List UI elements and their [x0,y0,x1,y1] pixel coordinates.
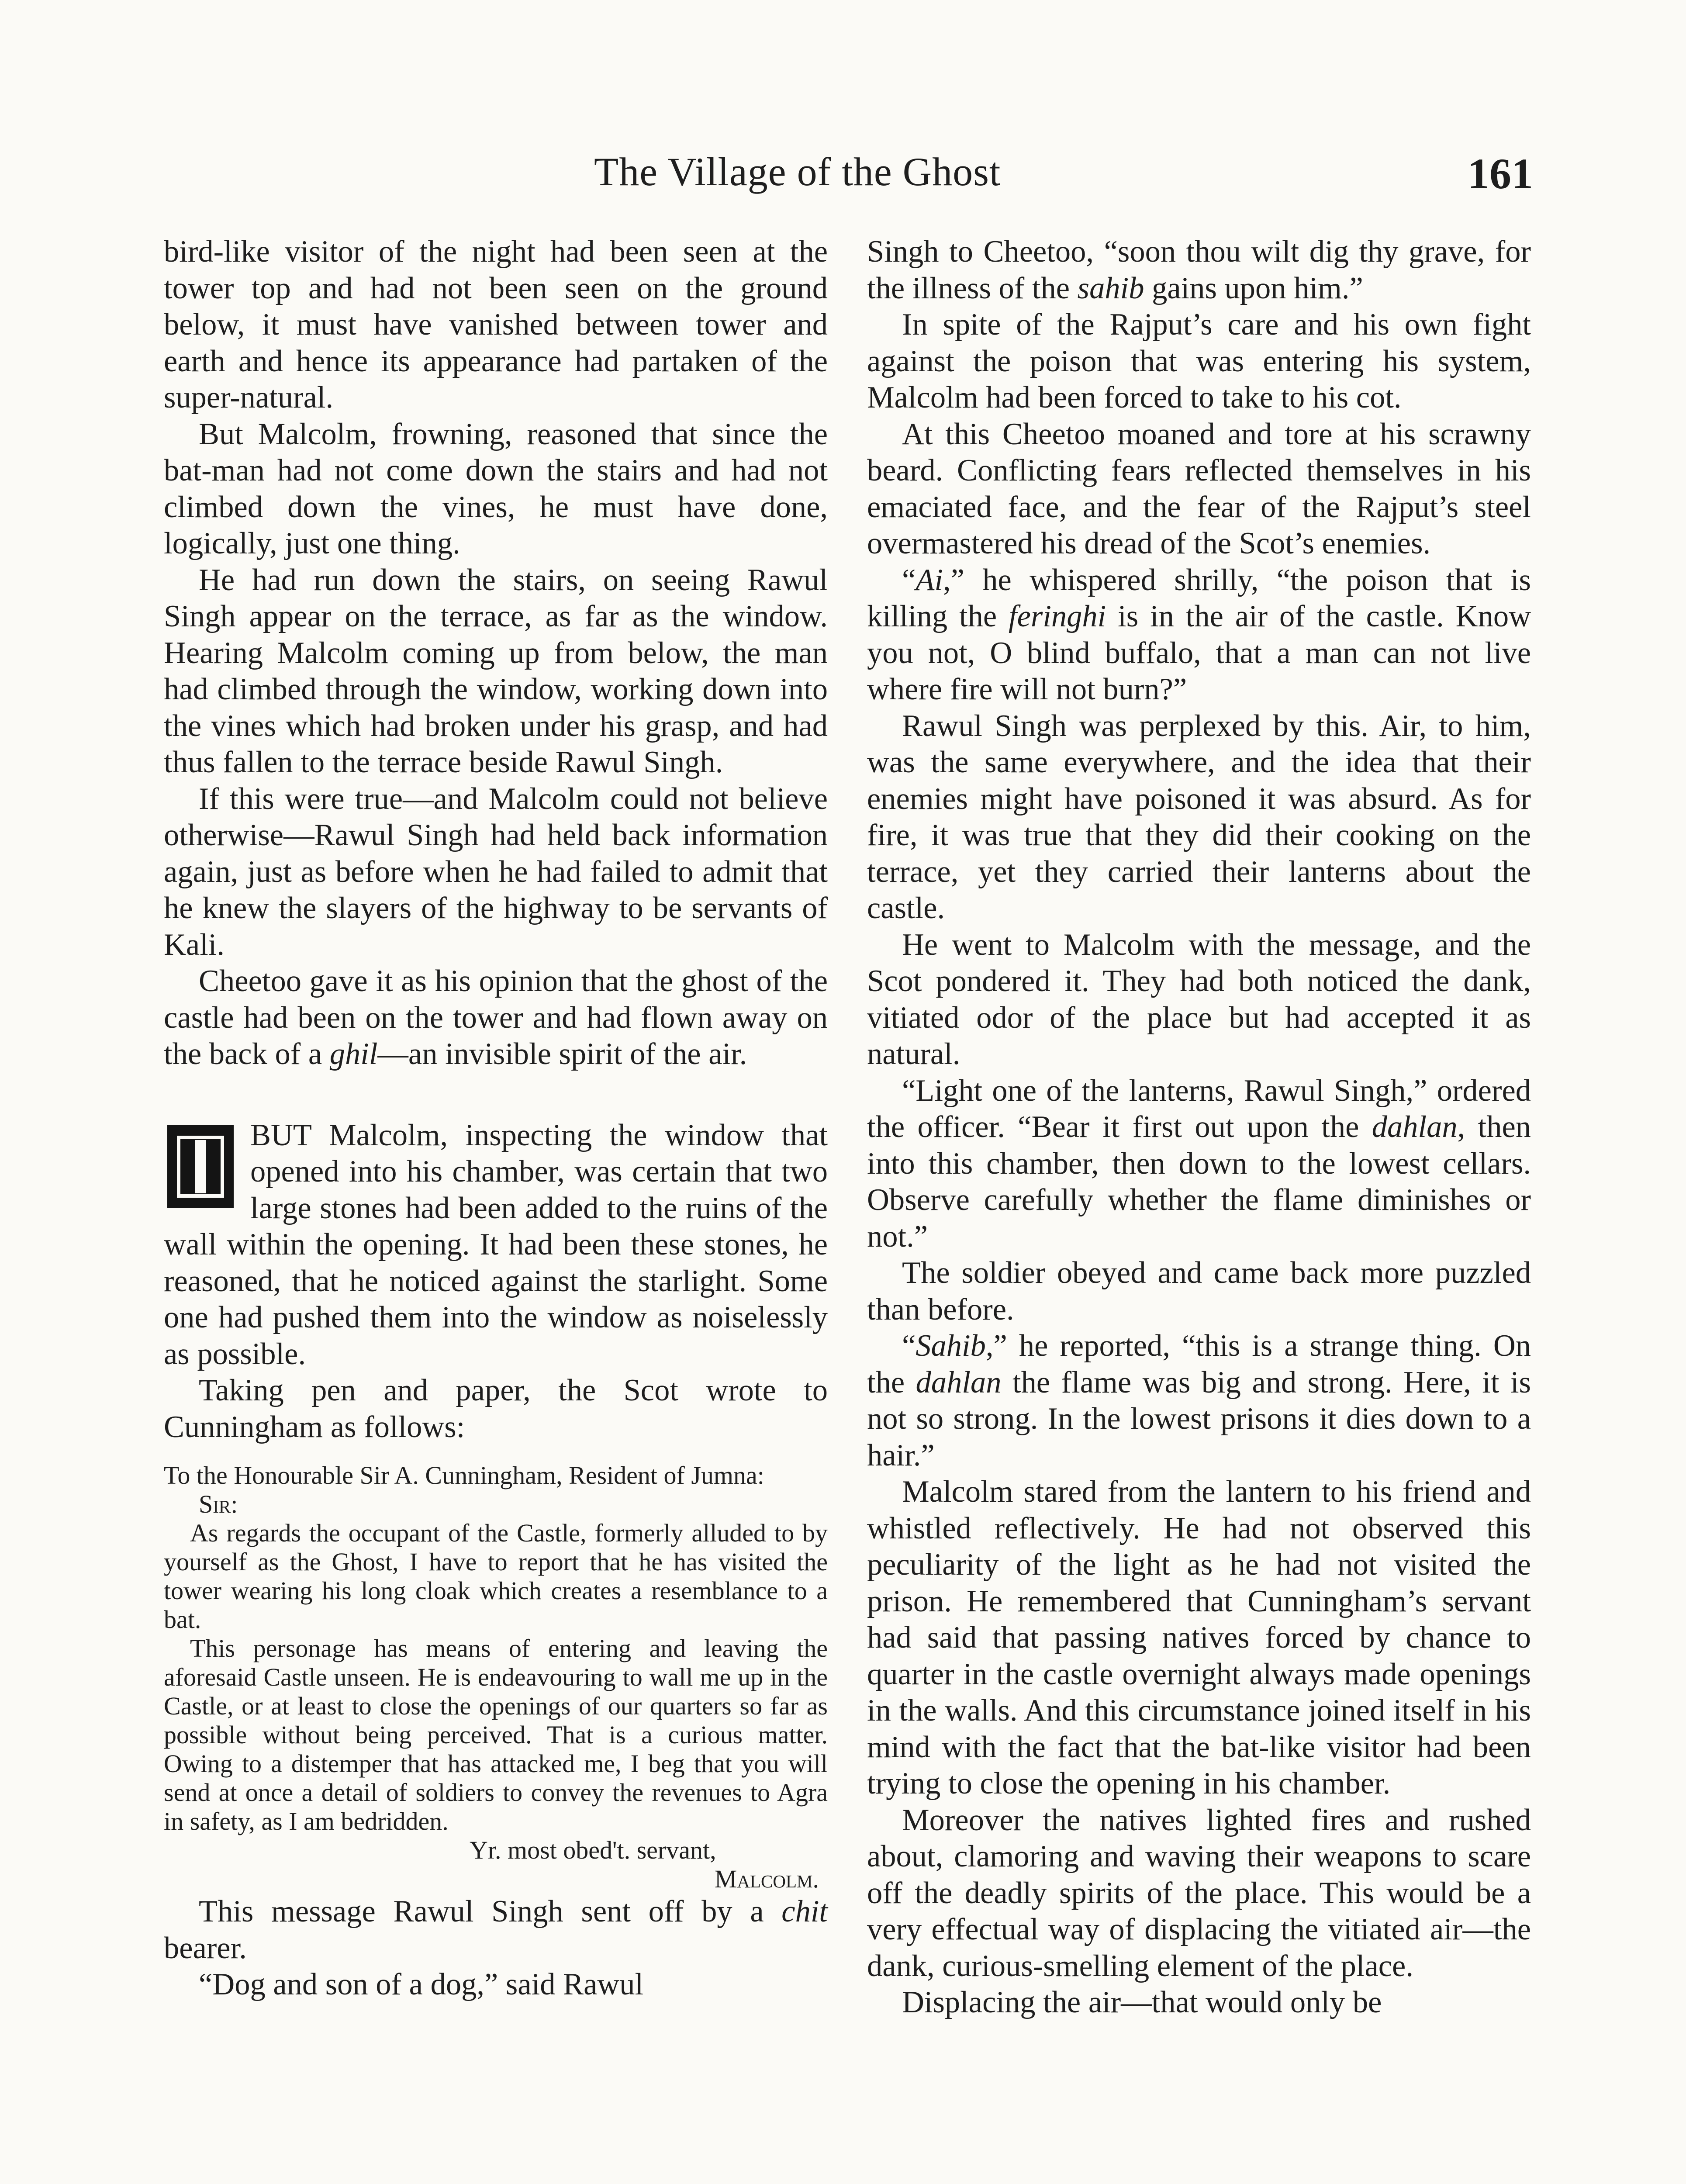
ornamental-initial-icon [167,1125,234,1208]
text-run: Singh to Cheetoo, “soon thou wilt dig thy grave, for the illness of the [867,235,1531,305]
text-run: Cheetoo gave it as his opinion that the ghost of the castle had been on the tower and had flown away on the back of a [164,964,828,1071]
right-column [867,234,1531,2021]
paragraph: bird-like visitor of the night had been seen at the tower top and had not been seen on the ground below, it must have vanished between tower and earth and hence its appearance had partaken of the super-natural. [164,235,828,415]
paragraph [867,1073,1531,1255]
paragraph: At this Cheetoo moaned and tore at his scrawny beard. Conflicting fears reflected themselves in his emaciated face, and the fear of the Rajput’s steel overmastered his dread of the Scot’s enemies. [867,417,1531,560]
text-run: is in the air of the castle. Know you not, O blind buffalo, that a man can not live where fire will not burn?” [867,599,1531,706]
paragraph [867,1328,1531,1474]
paragraph [164,963,828,1073]
text-run: ,” he reported, “this is a strange thing. On the [867,1329,1531,1400]
italic-term: sahib [1077,271,1144,305]
letter [164,1461,828,1894]
text-run: gains upon him.” [1144,271,1363,305]
text-run: BUT Malcolm, inspecting the window that opened into his chamber, was certain that two large stones had been added to the ruins of the wall within the opening. It had been these stones, he reasoned, that he noticed against the starlight. Some one had pushed them into the window as noiselessly as possible. [164,1118,828,1371]
text-run: , then into this chamber, then down to the lowest cellars. Observe carefully whether the flame diminishes or not.” [867,1110,1531,1254]
italic-term: chit [781,1894,828,1928]
italic-term: dahlan [916,1365,1002,1400]
text-run: “ [902,563,916,597]
running-header [166,149,1533,210]
paragraph [164,1894,828,1966]
letter-salutation: Sir: [199,1490,238,1518]
running-title: The Village of the Ghost [594,149,1001,194]
letter-paragraph: This personage has means of entering and leaving the aforesaid Castle unseen. He is endeavouring to wall me up in the Castle, or at least to close the openings of our quarters so far as possible without being perceived. That is a curious matter. Owing to a distemper that has attacked me, I beg that you will send at once a detail of soldiers to convey the revenues to Agra in safety, as I am bedridden. [164,1634,828,1835]
paragraph: Moreover the natives lighted fires and rushed about, clamoring and waving their weapons to scare off the deadly spirits of the place. This would be a very effectual way of displacing the vitiated air—the dank, curious-smelling element of the place. [867,1803,1531,1983]
text-run: “ [902,1329,916,1363]
paragraph: “Dog and son of a dog,” said Rawul [199,1967,644,2001]
letter-closing: Yr. most obed't. servant, [470,1836,716,1864]
paragraph: He went to Malcolm with the message, and the Scot pondered it. They had both noticed the dank, vitiated odor of the place but had accepted it as natural. [867,927,1531,1071]
italic-term: dahlan [1372,1110,1458,1144]
left-column [164,234,828,2003]
paragraph: Rawul Singh was perplexed by this. Air, to him, was the same everywhere, and the idea that their enemies might have poisoned it was absurd. As for fire, it was true that they did their cooking on the terrace, yet they carried their lanterns about the castle. [867,708,1531,925]
text-run: “Light one of the lanterns, Rawul Singh,” ordered the officer. “Bear it first out upon the [867,1073,1531,1144]
paragraph [164,1117,828,1373]
section-break [164,1073,828,1117]
text-run: bearer. [164,1931,247,1965]
letter-paragraph: As regards the occupant of the Castle, formerly alluded to by yourself as the Ghost, I have to report that he has visited the tower wearing his long cloak which creates a resemblance to a bat. [164,1519,828,1634]
paragraph: In spite of the Rajput’s care and his own fight against the poison that was entering his system, Malcolm had been forced to take to his cot. [867,308,1531,415]
paragraph [867,562,1531,708]
letter-address: To the Honourable Sir A. Cunningham, Resident of Jumna: [164,1461,764,1489]
text-run: —an invisible spirit of the air. [377,1037,747,1071]
paragraph [867,234,1531,307]
italic-term: feringhi [1009,599,1106,633]
text-run: This message Rawul Singh sent off by a [199,1894,782,1928]
text-run: ,” he whispered shrilly, “the poison that is killing the [867,563,1531,633]
paragraph: Taking pen and paper, the Scot wrote to Cunningham as follows: [164,1373,828,1444]
italic-term: Sahib [916,1329,986,1363]
text-run: the flame was big and strong. Here, it is not so strong. In the lowest prisons it dies down to a hair.” [867,1365,1531,1472]
paragraph: The soldier obeyed and came back more puzzled than before. [867,1256,1531,1327]
italic-term: Ai [916,563,943,597]
paragraph: But Malcolm, frowning, reasoned that since the bat-man had not come down the stairs and had not climbed down the vines, he must have done, logically, just one thing. [164,417,828,560]
italic-term: ghil [329,1037,378,1071]
paragraph: He had run down the stairs, on seeing Rawul Singh appear on the terrace, as far as the window. Hearing Malcolm coming up from below, the man had climbed through the window, working down into the vines which had broken under his grasp, and had thus fallen to the terrace beside Rawul Singh. [164,563,828,779]
paragraph: Malcolm stared from the lantern to his friend and whistled reflectively. He had not observed this peculiarity of the light as he had not visited the prison. He remembered that Cunningham’s servant had said that passing natives forced by chance to quarter in the castle overnight always made openings in the walls. And this circumstance joined itself in his mind with the fact that the bat-like visitor had been trying to close the opening in his chamber. [867,1475,1531,1800]
page-number: 161 [1468,149,1533,198]
letter-signature: Malcolm. [714,1865,819,1893]
paragraph: Displacing the air—that would only be [902,1985,1382,2019]
paragraph: If this were true—and Malcolm could not believe otherwise—Rawul Singh had held back information again, just as before when he had failed to admit that he knew the slayers of the highway to be servants of Kali. [164,781,828,962]
